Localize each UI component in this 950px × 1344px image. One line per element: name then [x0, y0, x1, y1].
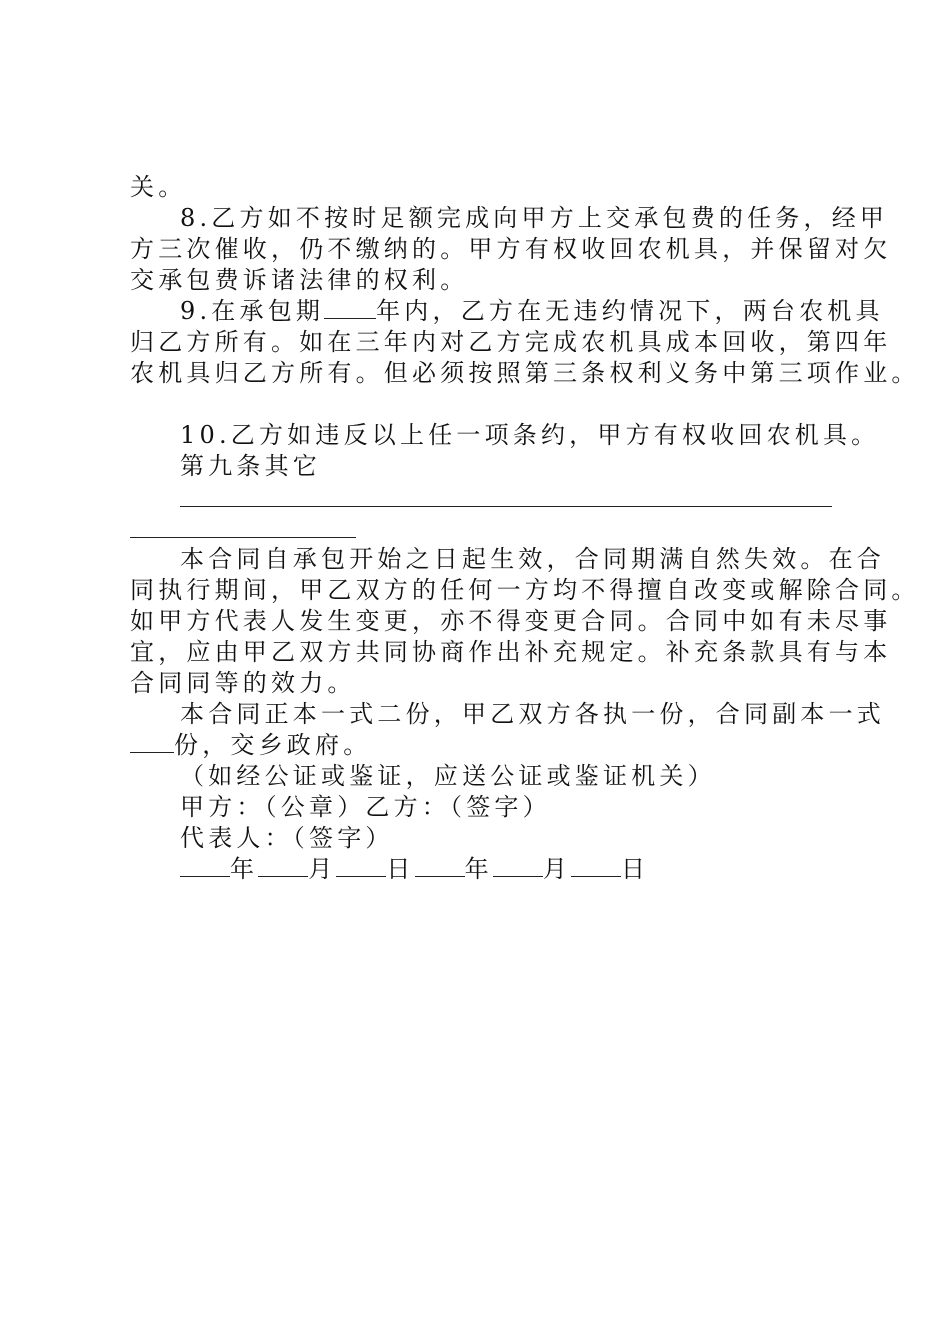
signature-parties: 甲方：（公章）乙方：（签字）	[180, 793, 551, 821]
article-9-heading: 第九条其它	[180, 452, 321, 480]
validity-line-1: 本合同自承包开始之日起生效，合同期满自然失效。在合	[180, 545, 885, 573]
date-unit: 日	[386, 855, 415, 883]
term-years-blank[interactable]	[324, 296, 376, 319]
representative-line: 代表人：（签字）	[180, 824, 394, 852]
day-blank[interactable]	[336, 854, 386, 877]
spacer	[130, 389, 835, 420]
date-unit: 年	[464, 855, 493, 883]
date-unit: 年	[230, 855, 259, 883]
date-unit: 月	[308, 855, 337, 883]
date-unit: 日	[621, 855, 650, 883]
fill-line-2	[130, 513, 835, 544]
month-blank[interactable]	[493, 854, 543, 877]
copies-line-2	[130, 730, 835, 761]
copies-count-blank[interactable]	[130, 730, 174, 753]
clause-8-line-2: 方三次催收，仍不缴纳的。甲方有权收回农机具，并保留对欠	[130, 235, 892, 263]
clause-8-line-3: 交承包费诉诸法律的权利。	[130, 266, 469, 294]
signature-date-line	[130, 854, 835, 885]
year-blank[interactable]	[415, 854, 465, 877]
clause-9-line-2: 归乙方所有。如在三年内对乙方完成农机具成本回收，第四年	[130, 328, 892, 356]
validity-line-2: 同执行期间，甲乙双方的任何一方均不得擅自改变或解除合同。	[130, 576, 920, 604]
month-blank[interactable]	[258, 854, 308, 877]
clause-9-prefix: 9.在承包期	[180, 297, 325, 325]
validity-line-4: 宜，应由甲乙双方共同协商作出补充规定。补充条款具有与本	[130, 638, 892, 666]
copies-suffix: 份，交乡政府。	[174, 731, 372, 759]
clause-9-line-1	[130, 296, 884, 327]
copies-line-1: 本合同正本一式二份，甲乙双方各执一份，合同副本一式	[180, 700, 885, 728]
validity-line-3: 如甲方代表人发生变更，亦不得变更合同。合同中如有未尽事	[130, 607, 892, 635]
fill-line-1	[130, 482, 835, 513]
year-blank[interactable]	[180, 854, 230, 877]
text-line: 关。	[130, 173, 187, 201]
clause-10: 10.乙方如违反以上任一项条约，甲方有权收回农机具。	[180, 421, 880, 449]
day-blank[interactable]	[571, 854, 621, 877]
contract-page	[130, 172, 920, 885]
clause-9-suffix: 年内，乙方在无违约情况下，两台农机具	[376, 297, 884, 325]
clause-9-line-3: 农机具归乙方所有。但必须按照第三条权利义务中第三项作业。	[130, 359, 920, 387]
validity-line-5: 合同同等的效力。	[130, 669, 356, 697]
date-unit: 月	[542, 855, 572, 883]
notarization-note: （如经公证或鉴证，应送公证或鉴证机关）	[180, 762, 716, 790]
clause-8-line-1: 8.乙方如不按时足额完成向甲方上交承包费的任务，经甲	[180, 204, 889, 232]
